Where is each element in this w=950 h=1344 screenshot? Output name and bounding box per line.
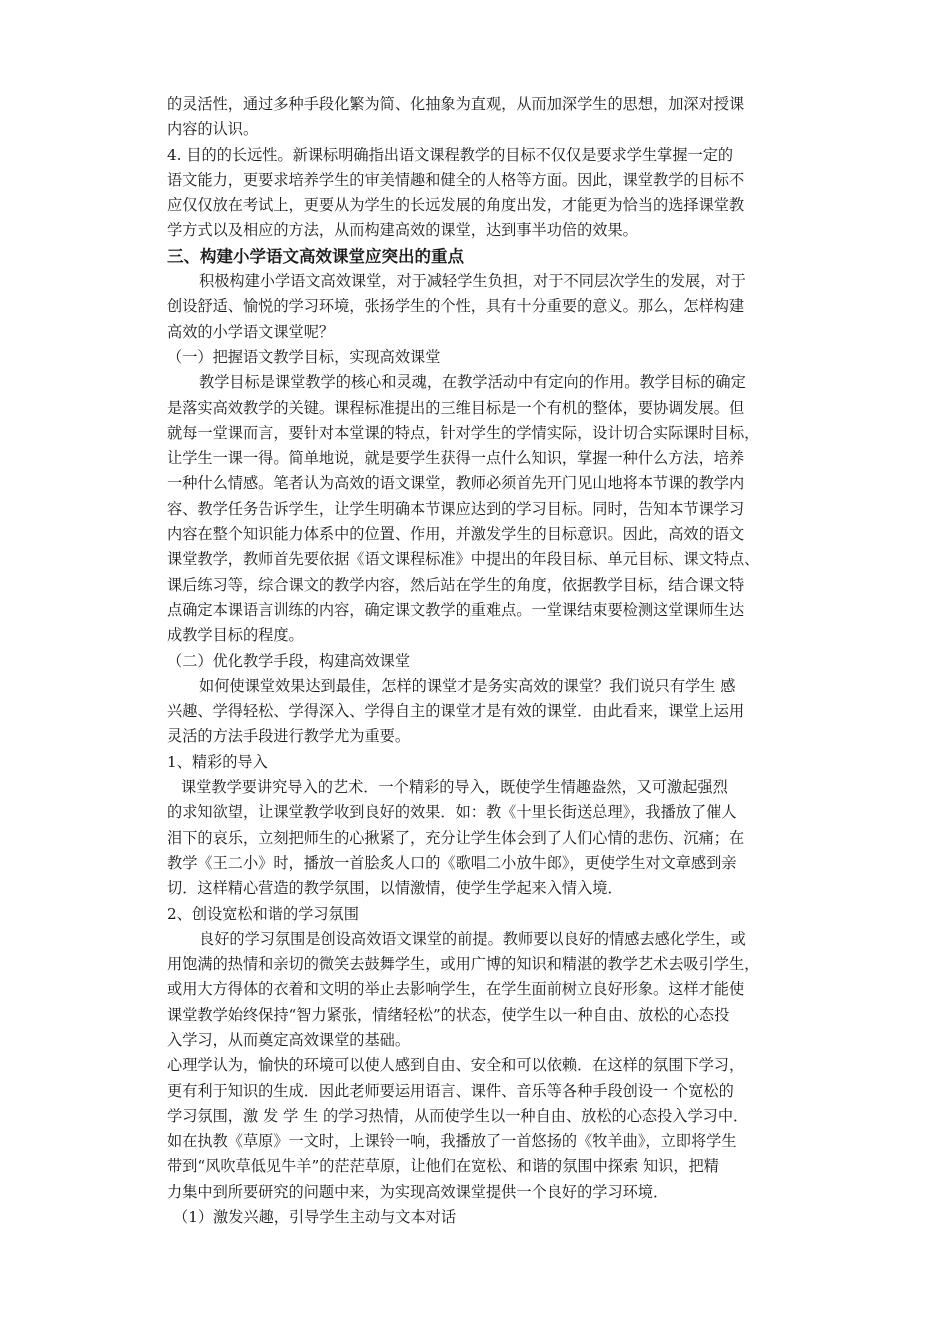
text-line: 的灵活性，通过多种手段化繁为简、化抽象为直观，从而加深学生的思想，加深对授课 xyxy=(167,95,745,113)
text-line: 2、创设宽松和谐的学习氛围 xyxy=(167,904,359,923)
text-line: 的求知欲望，让课堂教学收到良好的效果．如：教《十里长街送总理》，我播放了催人 xyxy=(167,803,737,822)
text-line: 如在执教《草原》一文时，上课铃一响，我播放了一首悠扬的《牧羊曲》，立即将学生 xyxy=(167,1132,737,1151)
text-line: 内容在整个知识能力体系中的位置、作用，并激发学生的目标意识。因此，高效的语文 xyxy=(167,525,745,544)
text-line: 创设舒适、愉悦的学习环境，张扬学生的个性，具有十分重要的意义。那么，怎样构建 xyxy=(167,297,745,316)
text-line: 积极构建小学语文高效课堂，对于减轻学生负担，对于不同层次学生的发展，对于 xyxy=(199,272,746,291)
text-line: （1）激发兴趣，引导学生主动与文本对话 xyxy=(173,1208,457,1227)
text-line: 4. 目的的长远性。新课标明确指出语文课程教学的目标不仅仅是要求学生掌握一定的 xyxy=(167,145,734,164)
text-line: 教学目标是课堂教学的核心和灵魂，在教学活动中有定向的作用。教学目标的确定 xyxy=(199,373,746,392)
section-heading: 三、构建小学语文高效课堂应突出的重点 xyxy=(167,246,464,266)
text-line: 泪下的哀乐，立刻把师生的心揪紧了，充分让学生体会到了人们心情的悲伤、沉痛；在 xyxy=(167,828,745,847)
text-line: 或用大方得体的衣着和文明的举止去影响学生，在学生面前树立良好形象。这样才能使 xyxy=(167,980,745,999)
text-line: 切．这样精心营造的教学氛围，以情激情，使学生学起来入情入境． xyxy=(167,879,623,898)
text-line: 兴趣、学得轻松、学得深入、学得自主的课堂才是有效的课堂．由此看来，课堂上运用 xyxy=(167,702,745,721)
text-line: 课堂教学要讲究导入的艺术．一个精彩的导入，既使学生情趣盎然，又可激起强烈 xyxy=(181,778,728,797)
text-line: 高效的小学语文课堂呢？ xyxy=(167,322,335,341)
text-line: （二）优化教学手段，构建高效课堂 xyxy=(167,651,410,670)
text-line: 让学生一课一得。简单地说，就是要学生获得一点什么知识，掌握一种什么方法，培养 xyxy=(167,449,745,468)
text-line: 成教学目标的程度。 xyxy=(167,626,304,645)
text-line: 是落实高效教学的关键。课程标准提出的三维目标是一个有机的整体，要协调发展。但 xyxy=(167,398,745,417)
text-line: 内容的认识。 xyxy=(167,120,259,139)
document-page xyxy=(167,92,817,1230)
text-line: 应仅仅放在考试上，更要从为学生的长远发展的角度出发，才能更为恰当的选择课堂教 xyxy=(167,196,745,215)
text-line: 就每一堂课而言，要针对本堂课的特点，针对学生的学情实际，设计切合实际课时目标， xyxy=(167,423,760,442)
text-line: 用饱满的热情和亲切的微笑去鼓舞学生，或用广博的知识和精湛的教学艺术去吸引学生， xyxy=(167,955,760,974)
text-line: 教学《王二小》时，播放一首脍炙人口的《歌唱二小放牛郎》，更使学生对文章感到亲 xyxy=(167,853,737,872)
text-line: 学方式以及相应的方法，从而构建高效的课堂，达到事半功倍的效果。 xyxy=(167,221,638,240)
text-line: 课后练习等，综合课文的教学内容，然后站在学生的角度，依据教学目标，结合课文特 xyxy=(167,575,745,594)
text-line: 力集中到所要研究的问题中来，为实现高效课堂提供一个良好的学习环境． xyxy=(167,1182,669,1201)
text-line: （一）把握语文教学目标，实现高效课堂 xyxy=(167,347,441,366)
text-line: 点确定本课语言训练的内容，确定课文教学的重难点。一堂课结束要检测这堂课师生达 xyxy=(167,600,745,619)
text-line: 容、教学任务告诉学生，让学生明确本节课应达到的学习目标。同时，告知本节课学习 xyxy=(167,499,745,518)
text-line: 入学习，从而奠定高效课堂的基础。 xyxy=(167,1030,410,1049)
text-line: 更有利于知识的生成．因此老师要运用语言、课件、音乐等各种手段创设一 个宽松的 xyxy=(167,1081,734,1100)
text-line: 灵活的方法手段进行教学尤为重要。 xyxy=(167,727,410,746)
text-line: 学习氛围，激 发 学 生 的学习热情，从而使学生以一种自由、放松的心态投入学习中． xyxy=(167,1106,749,1125)
text-line: 1、精彩的导入 xyxy=(167,752,268,771)
body-text xyxy=(167,92,817,1230)
text-line: 课堂教学，教师首先要依据《语文课程标准》中提出的年段目标、单元目标、课文特点、 xyxy=(167,550,760,569)
text-line: 心理学认为，愉快的环境可以使人感到自由、安全和可以依赖．在这样的氛围下学习， xyxy=(167,1056,745,1075)
text-line: 语文能力，更要求培养学生的审美情趣和健全的人格等方面。因此，课堂教学的目标不 xyxy=(167,170,745,189)
text-line: 一种什么情感。笔者认为高效的语文课堂，教师必须首先开门见山地将本节课的教学内 xyxy=(167,474,745,493)
text-line: 课堂教学始终保持“智力紧张，情绪轻松”的状态，使学生以一种自由、放松的心态投 xyxy=(167,1005,730,1024)
text-line: 带到“风吹草低见牛羊”的茫茫草原，让他们在宽松、和谐的氛围中探索 知识，把精 xyxy=(167,1157,719,1176)
text-line: 良好的学习氛围是创设高效语文课堂的前提。教师要以良好的情感去感化学生，或 xyxy=(199,929,746,948)
text-line: 如何使课堂效果达到最佳，怎样的课堂才是务实高效的课堂？我们说只有学生 感 xyxy=(199,676,736,695)
